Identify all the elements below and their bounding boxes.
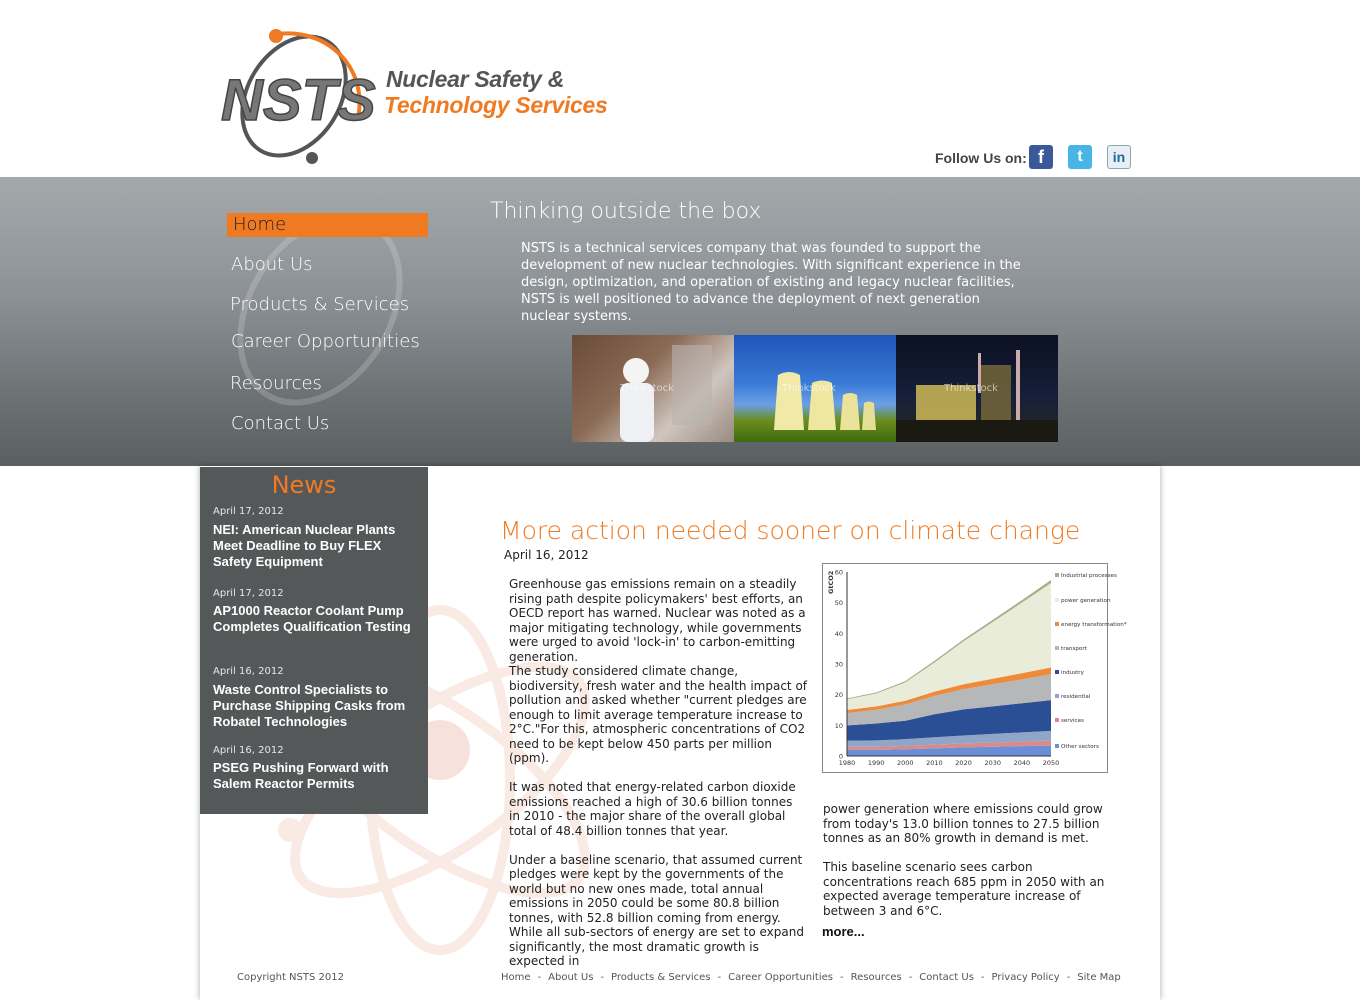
chart-x-tick-label: 1990 xyxy=(867,759,885,767)
chart-legend-swatch xyxy=(1055,744,1059,748)
chart-y-tick-label: 40 xyxy=(834,629,843,638)
footer-link-about-us[interactable]: About Us xyxy=(548,972,594,983)
footer-link-resources[interactable]: Resources xyxy=(850,972,902,983)
article-column-right xyxy=(823,802,1115,933)
footer-link-contact-us[interactable]: Contact Us xyxy=(919,972,974,983)
chart-legend-label: Industrial processes xyxy=(1061,573,1117,579)
chart-y-tick-label: 30 xyxy=(834,660,843,669)
twitter-icon[interactable]: t xyxy=(1068,145,1092,169)
nsts-logo[interactable] xyxy=(218,18,378,174)
news-date: April 17, 2012 xyxy=(213,506,284,517)
copyright: Copyright NSTS 2012 xyxy=(237,972,344,983)
footer-separator: - xyxy=(1066,972,1071,983)
logo-electron xyxy=(269,29,283,43)
chart-x-tick-label: 2000 xyxy=(897,759,914,767)
chart-legend-label: transport xyxy=(1061,646,1087,652)
chart-legend-swatch xyxy=(1055,646,1059,650)
chart-y-tick-label: 60 xyxy=(834,568,843,577)
news-headline[interactable]: AP1000 Reactor Coolant Pump Completes Qualification Testing xyxy=(213,603,411,634)
nav-contact-us[interactable]: Contact Us xyxy=(231,413,330,434)
chart-legend-label: residential xyxy=(1061,694,1091,700)
footer-link-site-map[interactable]: Site Map xyxy=(1077,972,1121,983)
footer-link-products-services[interactable]: Products & Services xyxy=(611,972,711,983)
news-headline[interactable]: Waste Control Specialists to Purchase Shipping Casks from Robatel Technologies xyxy=(213,682,406,729)
chart-legend-swatch xyxy=(1055,622,1059,626)
footer-separator: - xyxy=(980,972,985,983)
svg-text:Thinkstock: Thinkstock xyxy=(944,383,998,394)
chart-x-tick-label: 2040 xyxy=(1013,759,1031,767)
linkedin-icon[interactable]: in xyxy=(1107,145,1131,169)
chart-y-tick-label: 50 xyxy=(834,599,843,608)
footer-separator: - xyxy=(717,972,722,983)
news-date: April 16, 2012 xyxy=(213,745,284,756)
logo-text-line2: Technology Services xyxy=(384,92,608,118)
footer-separator: - xyxy=(600,972,605,983)
chart-y-tick-label: 0 xyxy=(838,752,843,761)
article-paragraph: It was noted that energy-related carbon dioxide emissions reached a high of 30.6 billion tonnes in 2010 - the major share of the overall global total of 48.4 billion tonnes that year. xyxy=(509,780,796,838)
svg-text:Thinkstock: Thinkstock xyxy=(620,383,674,394)
article-paragraph: Greenhouse gas emissions remain on a steadily rising path despite policymakers' best efforts, an OECD report has warned. Nuclear was noted as a major mitigating technology, while governments were urged to avoid 'lock-in' to carbon-emitting generation. xyxy=(509,577,806,664)
nav-home[interactable]: Home xyxy=(227,213,428,237)
chart-legend-swatch xyxy=(1055,694,1059,698)
chart-x-tick-label: 2010 xyxy=(926,759,943,767)
article-paragraph: Under a baseline scenario, that assumed current pledges were kept by the governments of the world but no new ones made, total annual emissions in 2050 could be some 80.8 billion tonnes, with 52.8 billion coming from energy. While all sub-sectors of energy are set to expand significantly, the most dramatic growth is expected in xyxy=(509,852,804,968)
chart-x-tick-label: 1980 xyxy=(838,759,856,767)
chart-x-tick-label: 2050 xyxy=(1042,759,1060,767)
chart-legend-swatch xyxy=(1055,573,1059,577)
logo-text-line1: Nuclear Safety & xyxy=(386,66,564,92)
emissions-chart-svg xyxy=(823,564,1127,772)
chart-legend-label: industry xyxy=(1061,670,1084,676)
footer-separator: - xyxy=(537,972,542,983)
news-headline[interactable]: NEI: American Nuclear Plants Meet Deadline to Buy FLEX Safety Equipment xyxy=(213,522,396,569)
footer-link-career-opportunities[interactable]: Career Opportunities xyxy=(728,972,833,983)
nav-resources[interactable]: Resources xyxy=(230,373,322,394)
follow-us-label: Follow Us on: xyxy=(935,150,1027,166)
logo-acronym: NSTS xyxy=(221,68,376,133)
facebook-icon[interactable]: f xyxy=(1029,145,1053,169)
hero-tagline: Thinking outside the box xyxy=(490,199,762,224)
chart-legend-label: power generation xyxy=(1061,598,1111,604)
news-headline[interactable]: PSEG Pushing Forward with Salem Reactor Permits xyxy=(213,760,389,791)
article-paragraph: This baseline scenario sees carbon concentrations reach 685 ppm in 2050 with an expected average temperature increase of between 3 and 6°C. xyxy=(823,860,1105,918)
chart-y-tick-label: 20 xyxy=(834,691,843,700)
footer-separator: - xyxy=(840,972,844,983)
chart-legend-label: services xyxy=(1061,718,1084,724)
photo-power-plant-night xyxy=(896,335,1058,442)
more-link[interactable]: more... xyxy=(822,924,865,939)
chart-legend-swatch xyxy=(1055,718,1059,722)
chart-legend-label: energy transformation* xyxy=(1061,622,1127,628)
article-date: April 16, 2012 xyxy=(504,548,589,562)
news-date: April 17, 2012 xyxy=(213,588,284,599)
article-paragraph: The study considered climate change, biodiversity, fresh water and the health impact of pollution and asked whether "current pledges are enough to limit average temperature increase to 2°C."For this, atmospheric concentrations of CO2 need to be kept below 450 parts per million (ppm). xyxy=(509,664,808,765)
article-column-left xyxy=(509,577,807,983)
svg-text:Thinkstock: Thinkstock xyxy=(782,383,836,394)
chart-x-tick-label: 2030 xyxy=(984,759,1001,767)
nav-products-services[interactable]: Products & Services xyxy=(230,294,410,315)
photo-cooling-towers xyxy=(734,335,896,442)
logo-electron xyxy=(306,152,318,164)
chart-y-label: GtCO2 xyxy=(827,570,835,594)
photo-engineer xyxy=(572,335,734,442)
footer-links xyxy=(501,972,1121,983)
article-title[interactable]: More action needed sooner on climate change xyxy=(500,516,1081,545)
nav-about-us[interactable]: About Us xyxy=(231,254,313,275)
chart-legend-swatch xyxy=(1055,598,1059,602)
chart-x-tick-label: 2020 xyxy=(955,759,972,767)
news-title: News xyxy=(271,471,337,499)
footer-separator: - xyxy=(908,972,913,983)
nav-career-opportunities[interactable]: Career Opportunities xyxy=(231,331,420,352)
chart-y-tick-label: 10 xyxy=(834,721,843,730)
emissions-chart xyxy=(822,563,1127,773)
article-paragraph: power generation where emissions could grow from today's 13.0 billion tonnes to 27.5 billion tonnes as an 80% growth in demand is met. xyxy=(823,802,1103,845)
news-date: April 16, 2012 xyxy=(213,666,284,677)
footer-link-home[interactable]: Home xyxy=(501,972,531,983)
chart-legend-swatch xyxy=(1055,670,1059,674)
footer-link-privacy-policy[interactable]: Privacy Policy xyxy=(991,972,1060,983)
chart-legend-label: Other sectors xyxy=(1061,744,1099,750)
hero-intro: NSTS is a technical services company that was founded to support the development of new nuclear technologies. With significant experience in the design, optimization, and operation of existing and legacy nuclear facilities, NSTS is well positioned to advance the deployment of next generation nuclear systems. xyxy=(521,241,1021,324)
